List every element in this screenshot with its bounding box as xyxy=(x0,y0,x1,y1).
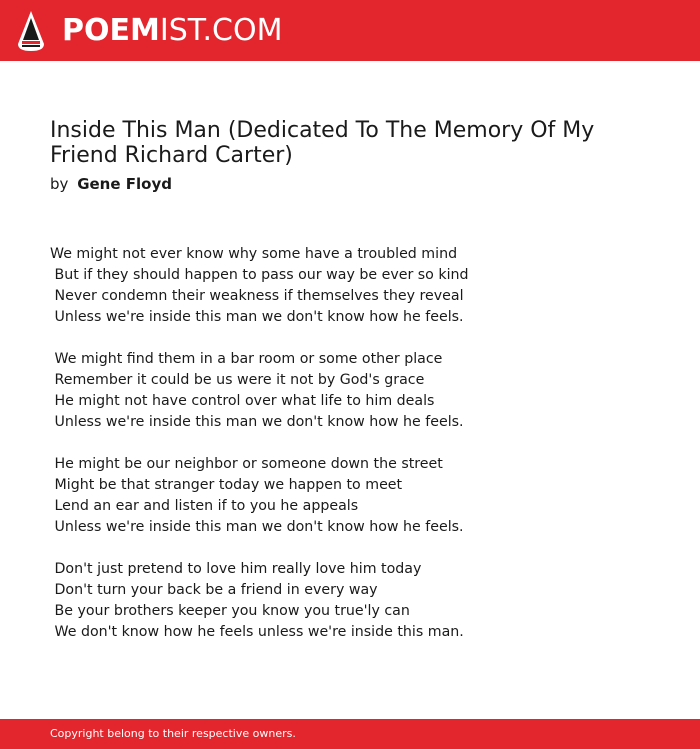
poem-line: Never condemn their weakness if themselves they reveal xyxy=(50,288,464,304)
poem-line: Don't turn your back be a friend in every way xyxy=(50,582,378,598)
byline xyxy=(50,174,172,194)
pen-nib-icon[interactable] xyxy=(17,10,45,52)
stanza xyxy=(50,559,650,643)
by-label: by xyxy=(50,175,69,193)
logo-text-bold: POEM xyxy=(62,13,160,48)
stanza xyxy=(50,244,650,328)
poem-line: He might be our neighbor or someone down the street xyxy=(50,456,443,472)
poem-line: He might not have control over what life to him deals xyxy=(50,393,435,409)
copyright-notice: Copyright belong to their respective owners. xyxy=(50,727,296,740)
poem-line: Unless we're inside this man we don't know how he feels. xyxy=(50,309,464,325)
poem-line: Lend an ear and listen if to you he appeals xyxy=(50,498,359,514)
stanza xyxy=(50,454,650,538)
poem-line: Unless we're inside this man we don't know how he feels. xyxy=(50,519,464,535)
poem-line: But if they should happen to pass our way be ever so kind xyxy=(50,267,469,283)
poem-line: Be your brothers keeper you know you true'ly can xyxy=(50,603,410,619)
stanza xyxy=(50,349,650,433)
site-logo-link[interactable] xyxy=(62,11,282,51)
logo-text-light: IST.COM xyxy=(159,13,283,48)
poem-body xyxy=(50,244,650,664)
poem-title: Inside This Man (Dedicated To The Memory Of My Friend Richard Carter) xyxy=(50,118,595,168)
poem-line: Remember it could be us were it not by God's grace xyxy=(50,372,425,388)
site-footer xyxy=(0,719,700,749)
poem-line: Unless we're inside this man we don't know how he feels. xyxy=(50,414,464,430)
poem-line: We might not ever know why some have a troubled mind xyxy=(50,246,458,262)
poem-line: Don't just pretend to love him really love him today xyxy=(50,561,422,577)
author-name[interactable]: Gene Floyd xyxy=(77,175,172,193)
poem-line: Might be that stranger today we happen to meet xyxy=(50,477,403,493)
site-header xyxy=(0,0,700,61)
poem-line: We might find them in a bar room or some other place xyxy=(50,351,443,367)
poem-line: We don't know how he feels unless we're inside this man. xyxy=(50,624,464,640)
